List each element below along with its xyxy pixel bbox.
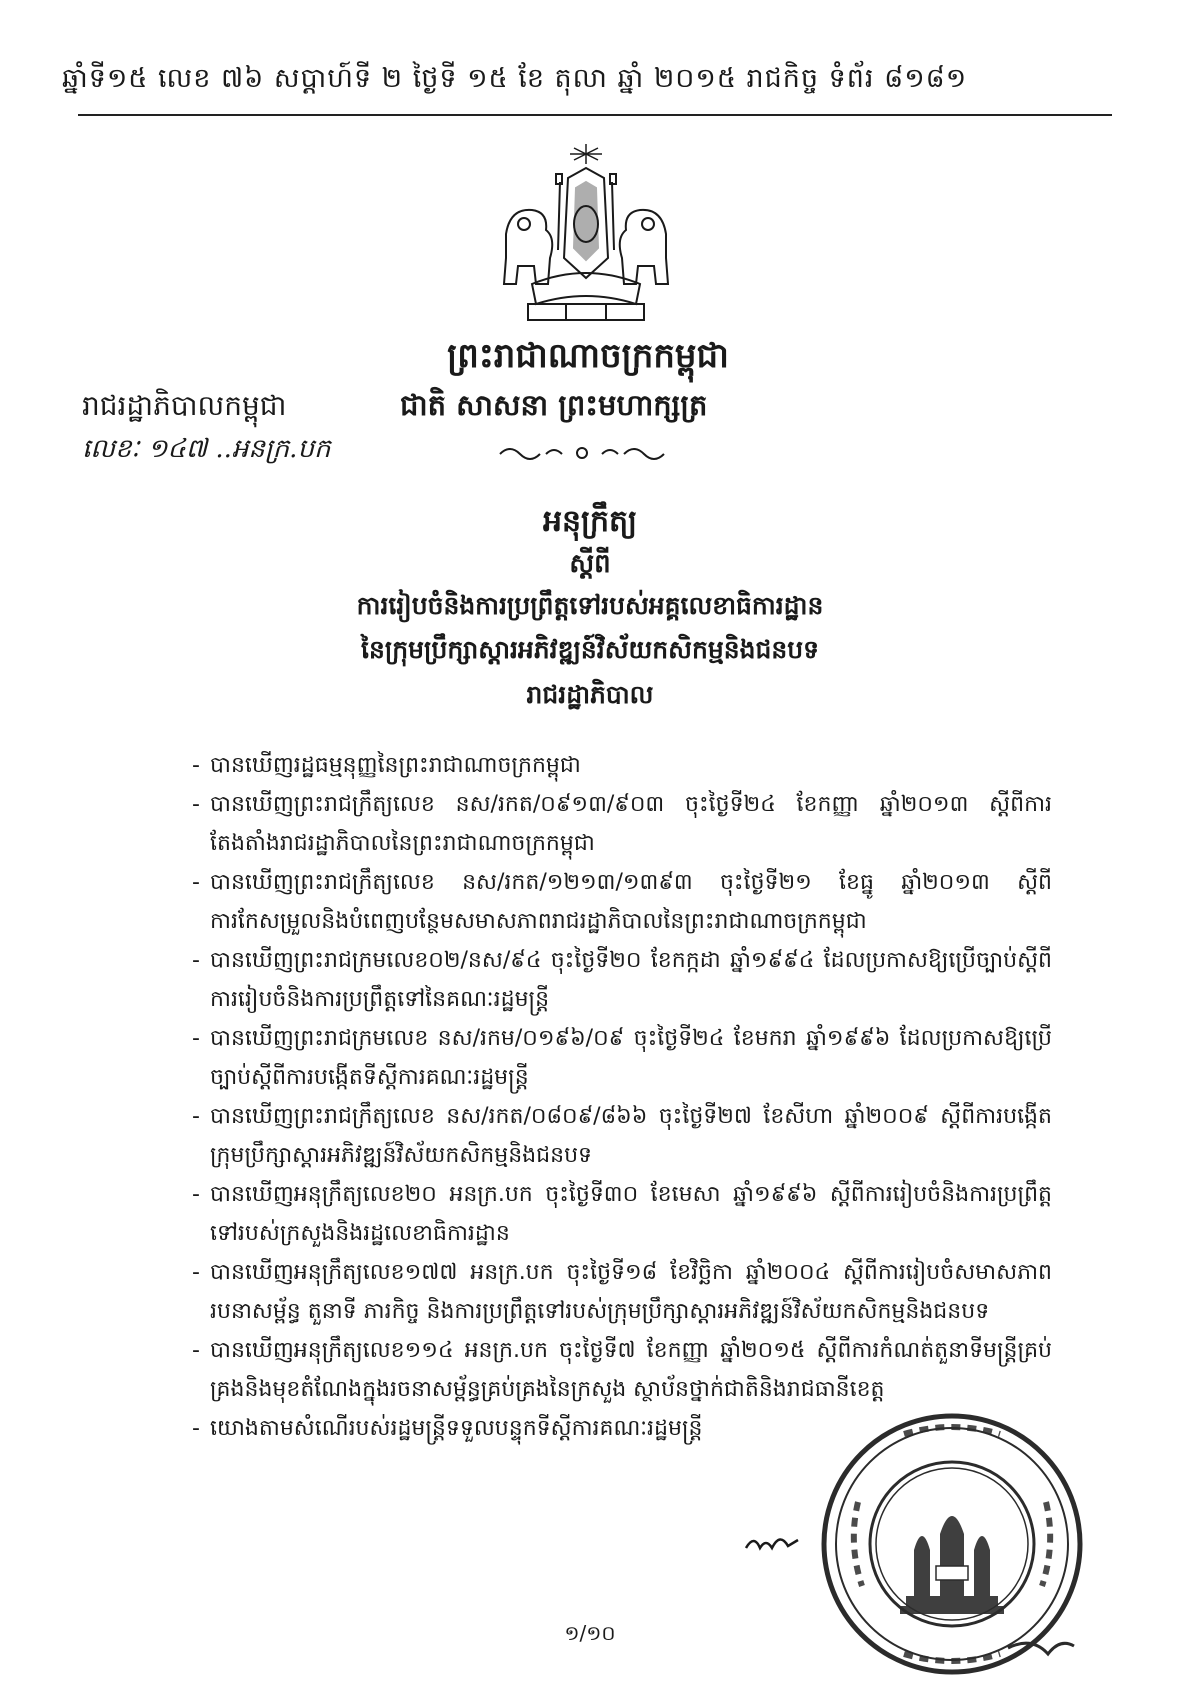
header-divider	[78, 114, 1112, 116]
document-type: អនុក្រឹត្យ	[542, 504, 638, 539]
consideration-item: - យោងតាមសំណើរបស់រដ្ឋមន្ត្រីទទួលបន្ទុកទីស្តីការគណៈរដ្ឋមន្ត្រី	[192, 1409, 1052, 1448]
royal-coat-of-arms-icon	[488, 138, 684, 324]
page-number: ១/១០	[564, 1621, 616, 1645]
gazette-header: ឆ្នាំទី១៥ លេខ ៧៦ សប្តាហ៍ទី ២ ថ្ងៃទី ១៥ ខែ តុលា ឆ្នាំ ២០១៥ រាជកិច្ច ទំព័រ ៨១៨១	[62, 63, 968, 94]
consideration-item: - បានឃើញព្រះរាជក្រមលេខ០២/នស/៩៤ ចុះថ្ងៃទី២០ ខែកក្កដា ឆ្នាំ១៩៩៤ ដែលប្រកាសឱ្យប្រើច្បាប់ស្តីពីការរៀបចំនិងការប្រព្រឹត្តទៅនៃគណៈរដ្ឋមន្ត្រី	[192, 941, 1052, 1019]
document-title-block	[240, 500, 940, 718]
consideration-item: - បានឃើញព្រះរាជក្រមលេខ នស/រកម/០១៩៦/០៩ ចុះថ្ងៃទី២៤ ខែមករា ឆ្នាំ១៩៩៦ ដែលប្រកាសឱ្យប្រើច្បាប់ស្តីពីការបង្កើតទីស្តីការគណៈរដ្ឋមន្ត្រី	[192, 1019, 1052, 1097]
consideration-item: - បានឃើញព្រះរាជក្រឹត្យលេខ នស/រកត/១២១៣/១៣៩៣ ចុះថ្ងៃទី២១ ខែធ្នូ ឆ្នាំ២០១៣ ស្តីពីការកែសម្រួលនិងបំពេញបន្ថែមសមាសភាពរាជរដ្ឋាភិបាលនៃព្រះរាជាណាចក្រកម្ពុជា	[192, 863, 1052, 941]
scroll-ornament-icon	[496, 440, 668, 466]
consideration-item: - បានឃើញអនុក្រឹត្យលេខ២០ អនក្រ.បក ចុះថ្ងៃទី៣០ ខែមេសា ឆ្នាំ១៩៩៦ ស្តីពីការរៀបចំនិងការប្រព្រឹត្តទៅរបស់ក្រសួងនិងរដ្ឋលេខាធិការដ្ឋាន	[192, 1175, 1052, 1253]
consideration-item: - បានឃើញព្រះរាជក្រឹត្យលេខ នស/រកត/០៩១៣/៩០៣ ចុះថ្ងៃទី២៤ ខែកញ្ញា ឆ្នាំ២០១៣ ស្តីពីការតែងតាំងរាជរដ្ឋាភិបាលនៃព្រះរាជាណាចក្រកម្ពុជា	[192, 785, 1052, 863]
issuing-government: រាជរដ្ឋាភិបាលកម្ពុជា	[82, 389, 287, 422]
reference-number: លេខៈ ១៤៧ ..អនក្រ.បក	[82, 434, 331, 464]
national-motto: ជាតិ សាសនា ព្រះមហាក្សត្រ	[400, 388, 708, 422]
considerations-list	[192, 746, 1052, 1448]
handwritten-initial-icon	[742, 1530, 802, 1556]
consideration-item: - បានឃើញរដ្ឋធម្មនុញ្ញនៃព្រះរាជាណាចក្រកម្ពុជា	[192, 746, 1052, 785]
consideration-item: - បានឃើញព្រះរាជក្រឹត្យលេខ នស/រកត/០៨០៩/៨៦៦ ចុះថ្ងៃទី២៧ ខែសីហា ឆ្នាំ២០០៩ ស្តីពីការបង្កើតក្រុមប្រឹក្សាស្តារអភិវឌ្ឍន៍វិស័យកសិកម្មនិងជនបទ	[192, 1097, 1052, 1175]
document-about: ស្តីពី	[569, 549, 611, 579]
consideration-item: - បានឃើញអនុក្រឹត្យលេខ១៧៧ អនក្រ.បក ចុះថ្ងៃទី១៨ ខែវិច្ឆិកា ឆ្នាំ២០០៤ ស្តីពីការរៀបចំសមាសភាព របនាសម្ព័ន្ធ តួនាទី ភារកិច្ច និងការប្រព្រឹត្តទៅរបស់ក្រុមប្រឹក្សាស្តារអភិវឌ្ឍន៍វិស័យកសិកម្មនិងជនបទ	[192, 1253, 1052, 1331]
kingdom-title: ព្រះរាជាណាចក្រកម្ពុជា	[447, 336, 729, 376]
official-seal-stamp-icon	[818, 1410, 1086, 1678]
consideration-item: - បានឃើញអនុក្រឹត្យលេខ១១៤ អនក្រ.បក ចុះថ្ងៃទី៧ ខែកញ្ញា ឆ្នាំ២០១៥ ស្តីពីការកំណត់តួនាទីមន្ត្រីគ្រប់គ្រងនិងមុខតំណែងក្នុងរចនាសម្ព័ន្ធគ្រប់គ្រងនៃក្រសួង ស្ថាប័នថ្នាក់ជាតិនិងរាជធានីខេត្ត	[192, 1331, 1052, 1409]
document-subject-line-2: នៃក្រុមប្រឹក្សាស្តារអភិវឌ្ឍន៍វិស័យកសិកម្មនិងជនបទ	[361, 635, 819, 664]
document-subject-line-1: ការរៀបចំនិងការប្រព្រឹត្តទៅរបស់អគ្គលេខាធិការដ្ឋាន	[356, 591, 824, 620]
document-issued-by: រាជរដ្ឋាភិបាល	[526, 680, 654, 709]
